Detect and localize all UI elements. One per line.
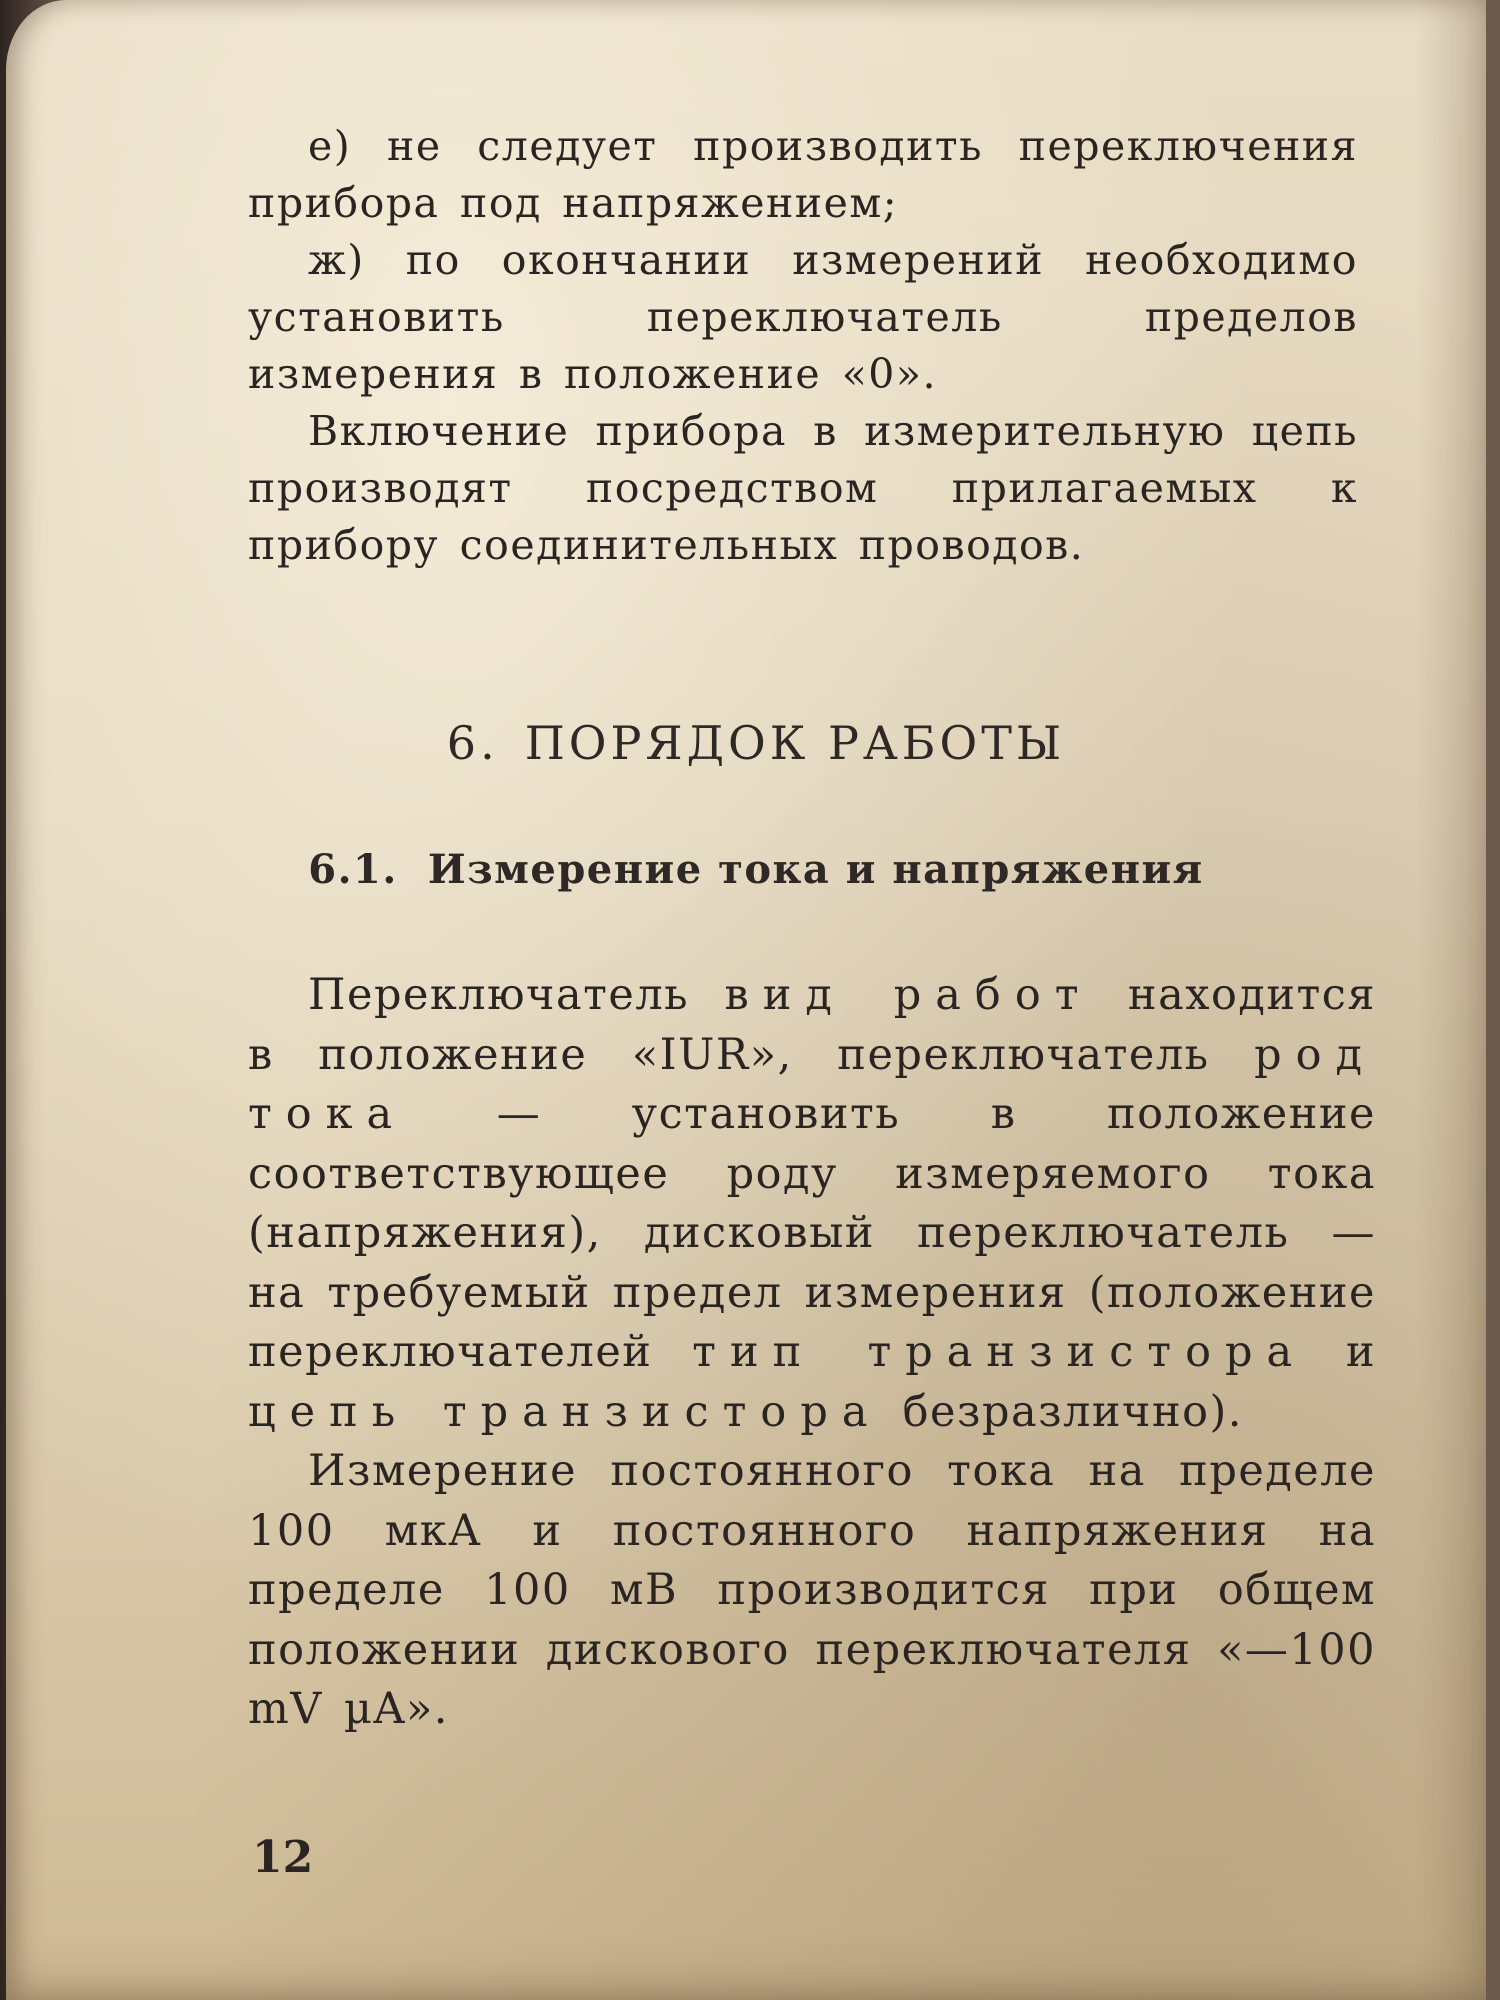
section-title: ПОРЯДОК РАБОТЫ	[524, 716, 1066, 770]
subsection-number: 6.1.	[308, 846, 398, 893]
spaced-term: тип транзистора	[692, 1327, 1307, 1377]
subsection-title: Измерение тока и напряжения	[427, 846, 1204, 893]
document-page	[6, 0, 1486, 2000]
section-number: 6.	[446, 716, 499, 770]
subsection-heading	[6, 846, 1500, 893]
list-item-e: е) не следует производить переключения прибора под напряжением;	[248, 122, 1358, 227]
list-item-zh: ж) по окончании измерений необходимо установить переключатель пределов измерения в положение «0».	[248, 236, 1358, 398]
section-body	[248, 966, 1376, 1740]
spaced-term: род тока	[248, 1029, 1376, 1139]
section-heading	[6, 716, 1500, 770]
top-text-block	[248, 118, 1358, 574]
spaced-term: вид работ	[724, 970, 1093, 1020]
paragraph-text: безразлично).	[881, 1386, 1243, 1437]
paragraph-text: находится в положение «IUR», переключатель	[248, 970, 1376, 1080]
switch-settings-paragraph	[248, 966, 1376, 1442]
spaced-term: цепь транзистора	[248, 1386, 882, 1437]
connection-paragraph: Включение прибора в измерительную цепь производят посредством прилагаемых к прибору соединительных проводов.	[248, 407, 1358, 569]
paragraph-text: и	[1306, 1327, 1376, 1377]
paragraph-text: Переключатель	[308, 970, 725, 1020]
paragraph-text: — установить в положение соответствующее роду измеряемого тока (напряжения), дисковый переключатель — на требуемый предел измерения (положение переключателей	[248, 1089, 1376, 1377]
dc-measurement-paragraph: Измерение постоянного тока на пределе 100 мкА и постоянного напряжения на пределе 100 мВ производится при общем положении дискового переключателя «—100 mV µA».	[248, 1446, 1376, 1734]
page-number: 12	[252, 1832, 314, 1883]
